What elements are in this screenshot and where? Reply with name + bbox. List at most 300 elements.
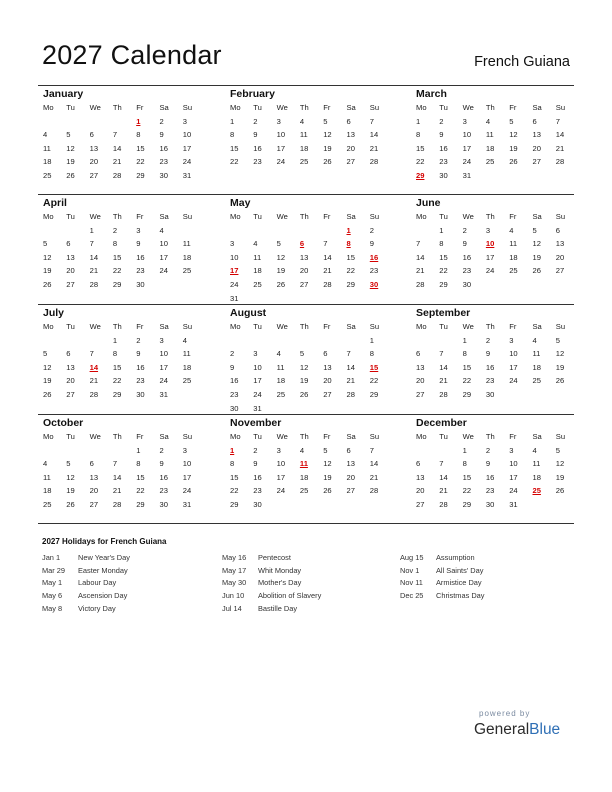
day-cell: 24 (230, 279, 239, 289)
day-cell: 18 (532, 472, 541, 482)
day-cell: 6 (346, 445, 351, 455)
weekday-label: Sa (159, 103, 169, 112)
empty-day-cell (227, 334, 250, 348)
day-cell: 25 (299, 486, 309, 496)
day-cell: 11 (532, 459, 541, 469)
weekday-label: Su (555, 212, 566, 221)
weekday-label: We (462, 103, 474, 112)
week-row (227, 457, 391, 471)
weekday-label: Tu (66, 212, 75, 221)
day-cell: 28 (555, 157, 565, 167)
week-row (413, 374, 577, 388)
day-cell: 1 (136, 445, 141, 455)
empty-day-cell (63, 115, 86, 129)
row-divider (38, 194, 574, 195)
month-february (227, 87, 391, 169)
day-cell: 8 (136, 130, 141, 140)
day-cell: 4 (485, 116, 491, 126)
holidays-column (400, 552, 570, 603)
weekday-label: Sa (159, 212, 169, 221)
day-cell: 20 (66, 376, 75, 386)
day-cell: 6 (323, 349, 328, 359)
weekday-label: Sa (346, 432, 356, 441)
day-cell: 15 (112, 362, 122, 372)
day-cell: 8 (230, 459, 235, 469)
empty-day-cell (320, 498, 343, 512)
day-cell: 4 (509, 225, 514, 235)
day-cell: 28 (439, 499, 448, 509)
country-name: French Guiana (474, 54, 570, 70)
day-cell: 5 (323, 445, 328, 455)
empty-day-cell (297, 402, 320, 416)
day-cell: 9 (136, 239, 141, 249)
holiday-item (400, 552, 570, 565)
month-name: April (43, 197, 67, 209)
day-cell: 21 (369, 143, 379, 153)
week-row (227, 264, 391, 278)
day-cell: 22 (136, 157, 145, 167)
day-cell: 28 (439, 389, 448, 399)
day-cell: 3 (276, 445, 281, 455)
empty-day-cell (436, 334, 459, 348)
weekday-label: Sa (346, 103, 356, 112)
day-cell: 15 (462, 472, 472, 482)
day-cell: 1 (346, 225, 351, 235)
empty-day-cell (553, 388, 576, 402)
day-cell: 16 (253, 143, 262, 153)
weekday-label: Tu (66, 432, 75, 441)
day-cell: 25 (43, 499, 52, 509)
day-cell: 29 (416, 170, 425, 180)
day-cell: 17 (159, 362, 168, 372)
day-cell: 13 (532, 130, 541, 140)
day-cell: 10 (509, 459, 518, 469)
week-row (413, 457, 577, 471)
day-cell: 1 (89, 225, 94, 235)
weekday-label: Fr (136, 103, 144, 112)
day-cell: 6 (416, 349, 421, 359)
day-cell: 19 (43, 266, 52, 276)
day-cell: 25 (299, 157, 309, 167)
holiday-item (42, 552, 212, 565)
day-cell: 27 (555, 266, 565, 276)
day-cell: 25 (532, 486, 541, 496)
weekday-label: Fr (323, 103, 331, 112)
day-cell: 29 (346, 279, 355, 289)
week-row (413, 115, 577, 129)
day-cell: 9 (253, 459, 258, 469)
day-cell: 26 (43, 389, 52, 399)
day-cell: 14 (369, 130, 379, 140)
holiday-item (42, 603, 212, 616)
day-cell: 20 (299, 266, 309, 276)
weekday-label: Mo (43, 212, 54, 221)
day-cell: 11 (299, 459, 308, 469)
holiday-name: Christmas Day (436, 591, 485, 601)
page-title: 2027 Calendar (42, 40, 222, 70)
day-cell: 13 (416, 472, 425, 482)
weekday-label: Su (182, 322, 193, 331)
week-row (413, 142, 577, 156)
day-cell: 16 (159, 143, 168, 153)
empty-day-cell (483, 169, 506, 183)
day-cell: 31 (182, 170, 192, 180)
empty-day-cell (367, 498, 390, 512)
empty-day-cell (436, 444, 459, 458)
day-cell: 11 (43, 143, 51, 153)
holiday-date: May 6 (42, 591, 63, 601)
empty-day-cell (180, 388, 203, 402)
day-cell: 13 (346, 130, 355, 140)
day-cell: 8 (416, 130, 421, 140)
week-row (40, 334, 204, 348)
day-cell: 17 (230, 266, 239, 276)
day-cell: 2 (369, 225, 375, 235)
day-cell: 24 (509, 376, 518, 386)
day-cell: 31 (182, 499, 192, 509)
day-cell: 22 (439, 266, 448, 276)
day-cell: 5 (43, 239, 48, 249)
day-cell: 30 (136, 279, 145, 289)
day-cell: 29 (439, 279, 448, 289)
weekday-label: Th (299, 432, 309, 441)
weekday-label: We (276, 322, 288, 331)
day-cell: 29 (136, 499, 145, 509)
day-cell: 13 (346, 459, 355, 469)
day-cell: 28 (112, 170, 122, 180)
day-cell: 26 (66, 170, 75, 180)
week-row (413, 237, 577, 251)
day-cell: 11 (182, 239, 191, 249)
day-cell: 9 (485, 349, 491, 359)
day-cell: 16 (462, 252, 472, 262)
month-name: November (230, 417, 282, 429)
day-cell: 7 (439, 349, 444, 359)
week-row (227, 115, 391, 129)
day-cell: 28 (416, 279, 425, 289)
weekday-label: Fr (509, 212, 517, 221)
day-cell: 1 (369, 335, 375, 345)
day-cell: 12 (276, 252, 286, 262)
holiday-date: Jan 1 (42, 553, 61, 562)
day-cell: 10 (276, 130, 286, 140)
week-row (227, 292, 391, 306)
day-cell: 29 (112, 389, 122, 399)
day-cell: 25 (43, 170, 52, 180)
week-row (227, 224, 391, 238)
weekday-label: Fr (136, 212, 144, 221)
day-cell: 22 (462, 486, 472, 496)
weekday-label: Fr (136, 322, 144, 331)
day-cell: 23 (253, 486, 262, 496)
weekday-label: Tu (66, 322, 75, 331)
weekday-label: Su (182, 212, 193, 221)
day-cell: 11 (532, 349, 541, 359)
weekday-label: We (89, 322, 101, 331)
day-cell: 10 (182, 130, 192, 140)
day-cell: 23 (369, 266, 379, 276)
day-cell: 22 (230, 486, 239, 496)
month-august (227, 306, 391, 415)
day-cell: 24 (159, 266, 168, 276)
row-divider (38, 523, 574, 524)
month-name: July (43, 307, 65, 319)
day-cell: 21 (346, 376, 355, 386)
day-cell: 27 (89, 170, 99, 180)
day-cell: 9 (159, 130, 164, 140)
day-cell: 28 (369, 157, 379, 167)
holiday-item (400, 590, 570, 603)
empty-day-cell (40, 115, 63, 129)
weekday-label: Th (485, 103, 495, 112)
weekday-label: Fr (509, 322, 517, 331)
weekday-label: We (89, 432, 101, 441)
day-cell: 7 (369, 445, 375, 455)
holiday-item (42, 565, 212, 578)
weekday-label: Su (369, 432, 380, 441)
day-cell: 17 (462, 143, 472, 153)
day-cell: 10 (462, 130, 472, 140)
empty-day-cell (343, 498, 366, 512)
day-cell: 1 (462, 335, 467, 345)
empty-day-cell (553, 278, 576, 292)
empty-day-cell (63, 444, 86, 458)
day-cell: 5 (66, 130, 71, 140)
holiday-name: Labour Day (78, 578, 117, 588)
month-name: December (416, 417, 467, 429)
weekday-label: Mo (43, 103, 54, 112)
holiday-item (222, 577, 392, 590)
empty-day-cell (506, 388, 529, 402)
day-cell: 15 (230, 472, 239, 482)
weekday-label: Su (369, 103, 380, 112)
weekday-label: Th (112, 103, 122, 112)
weekday-header (40, 320, 204, 334)
week-row (413, 388, 577, 402)
day-cell: 12 (66, 143, 75, 153)
month-september (413, 306, 577, 402)
holidays-title: 2027 Holidays for French Guiana (42, 537, 167, 546)
month-march (413, 87, 577, 183)
day-cell: 2 (253, 116, 258, 126)
holiday-date: May 8 (42, 603, 63, 613)
day-cell: 12 (532, 239, 541, 249)
weekday-label: Sa (532, 212, 542, 221)
day-cell: 30 (369, 279, 379, 289)
day-cell: 13 (323, 362, 332, 372)
day-cell: 19 (323, 472, 332, 482)
week-row (227, 237, 391, 251)
holiday-date: Jun 10 (222, 591, 245, 601)
holiday-date: Dec 25 (400, 591, 424, 601)
day-cell: 2 (485, 335, 491, 345)
empty-day-cell (40, 224, 63, 238)
empty-day-cell (63, 224, 86, 238)
week-row (227, 142, 391, 156)
day-cell: 4 (532, 335, 537, 345)
day-cell: 26 (555, 486, 565, 496)
weekday-label: Th (485, 432, 495, 441)
empty-day-cell (320, 402, 343, 416)
weekday-header (40, 430, 204, 444)
day-cell: 6 (532, 116, 537, 126)
day-cell: 27 (66, 389, 75, 399)
month-january (40, 87, 204, 183)
day-cell: 16 (485, 362, 495, 372)
day-cell: 31 (509, 499, 518, 509)
day-cell: 21 (555, 143, 565, 153)
day-cell: 21 (89, 376, 99, 386)
empty-day-cell (63, 334, 86, 348)
day-cell: 29 (230, 499, 239, 509)
powered-by-text: powered by (479, 709, 531, 718)
week-row (40, 457, 204, 471)
empty-day-cell (553, 498, 576, 512)
empty-day-cell (274, 402, 297, 416)
weekday-label: Mo (416, 322, 427, 331)
week-row (40, 361, 204, 375)
day-cell: 15 (416, 143, 425, 153)
holidays-column (42, 552, 212, 615)
day-cell: 13 (555, 239, 565, 249)
week-row (227, 484, 391, 498)
weekday-label: Tu (253, 103, 262, 112)
day-cell: 8 (439, 239, 444, 249)
day-cell: 2 (253, 445, 258, 455)
day-cell: 8 (369, 349, 375, 359)
day-cell: 8 (112, 349, 118, 359)
day-cell: 20 (416, 486, 425, 496)
day-cell: 17 (485, 252, 495, 262)
weekday-label: Fr (509, 103, 517, 112)
weekday-label: Th (299, 212, 309, 221)
day-cell: 18 (276, 376, 286, 386)
weekday-label: Su (555, 432, 566, 441)
day-cell: 2 (159, 445, 164, 455)
day-cell: 5 (43, 349, 48, 359)
day-cell: 13 (66, 252, 75, 262)
weekday-label: Su (369, 212, 380, 221)
day-cell: 25 (509, 266, 518, 276)
holiday-date: May 30 (222, 578, 247, 588)
day-cell: 30 (462, 279, 472, 289)
weekday-label: We (89, 212, 101, 221)
day-cell: 4 (253, 239, 258, 249)
empty-day-cell (320, 224, 343, 238)
empty-day-cell (297, 292, 320, 306)
weekday-label: Mo (416, 212, 427, 221)
holiday-date: Nov 1 (400, 565, 420, 575)
day-cell: 24 (159, 376, 168, 386)
holiday-name: Pentecost (258, 553, 291, 562)
day-cell: 5 (66, 459, 71, 469)
day-cell: 17 (509, 472, 518, 482)
day-cell: 17 (182, 472, 192, 482)
day-cell: 18 (182, 362, 192, 372)
day-cell: 24 (276, 157, 286, 167)
empty-day-cell (274, 334, 297, 348)
day-cell: 9 (230, 362, 235, 372)
holiday-name: Whit Monday (258, 565, 302, 575)
day-cell: 24 (462, 157, 472, 167)
day-cell: 22 (136, 486, 145, 496)
week-row (227, 128, 391, 142)
month-name: May (230, 197, 251, 209)
day-cell: 11 (276, 362, 285, 372)
day-cell: 3 (509, 445, 514, 455)
day-cell: 30 (485, 499, 495, 509)
day-cell: 30 (230, 403, 239, 413)
day-cell: 29 (462, 389, 472, 399)
empty-day-cell (250, 334, 273, 348)
day-cell: 3 (230, 239, 235, 249)
day-cell: 19 (323, 143, 332, 153)
weekday-label: Su (555, 322, 566, 331)
day-cell: 1 (112, 335, 118, 345)
day-cell: 27 (323, 389, 332, 399)
day-cell: 16 (136, 362, 145, 372)
day-cell: 11 (509, 239, 518, 249)
day-cell: 1 (230, 445, 235, 455)
day-cell: 7 (112, 130, 118, 140)
month-name: August (230, 307, 267, 319)
day-cell: 17 (182, 143, 192, 153)
day-cell: 31 (253, 403, 262, 413)
day-cell: 3 (159, 335, 164, 345)
day-cell: 18 (253, 266, 262, 276)
day-cell: 3 (136, 225, 141, 235)
day-cell: 7 (89, 239, 94, 249)
day-cell: 25 (485, 157, 495, 167)
day-cell: 20 (555, 252, 565, 262)
day-cell: 7 (346, 349, 351, 359)
empty-day-cell (343, 402, 366, 416)
day-cell: 4 (43, 459, 48, 469)
weekday-label: Sa (532, 103, 542, 112)
day-cell: 23 (253, 157, 262, 167)
day-cell: 3 (276, 116, 281, 126)
day-cell: 24 (182, 486, 192, 496)
weekday-label: Mo (230, 322, 241, 331)
weekday-header (40, 101, 204, 115)
week-row (40, 264, 204, 278)
weekday-label: Tu (253, 432, 262, 441)
week-row (227, 498, 391, 512)
day-cell: 15 (112, 252, 122, 262)
day-cell: 22 (369, 376, 379, 386)
empty-day-cell (156, 278, 179, 292)
day-cell: 24 (276, 486, 286, 496)
day-cell: 29 (112, 279, 122, 289)
day-cell: 21 (439, 486, 448, 496)
week-row (40, 444, 204, 458)
holiday-date: Nov 11 (400, 578, 423, 588)
day-cell: 3 (182, 116, 188, 126)
day-cell: 26 (323, 157, 332, 167)
day-cell: 4 (299, 445, 305, 455)
week-row (40, 388, 204, 402)
day-cell: 1 (136, 116, 141, 126)
empty-day-cell (250, 292, 273, 306)
day-cell: 24 (509, 486, 518, 496)
day-cell: 2 (112, 225, 118, 235)
day-cell: 20 (532, 143, 541, 153)
day-cell: 3 (509, 335, 514, 345)
holiday-date: Jul 14 (222, 603, 242, 613)
empty-day-cell (343, 334, 366, 348)
day-cell: 20 (346, 472, 355, 482)
weekday-header (227, 320, 391, 334)
